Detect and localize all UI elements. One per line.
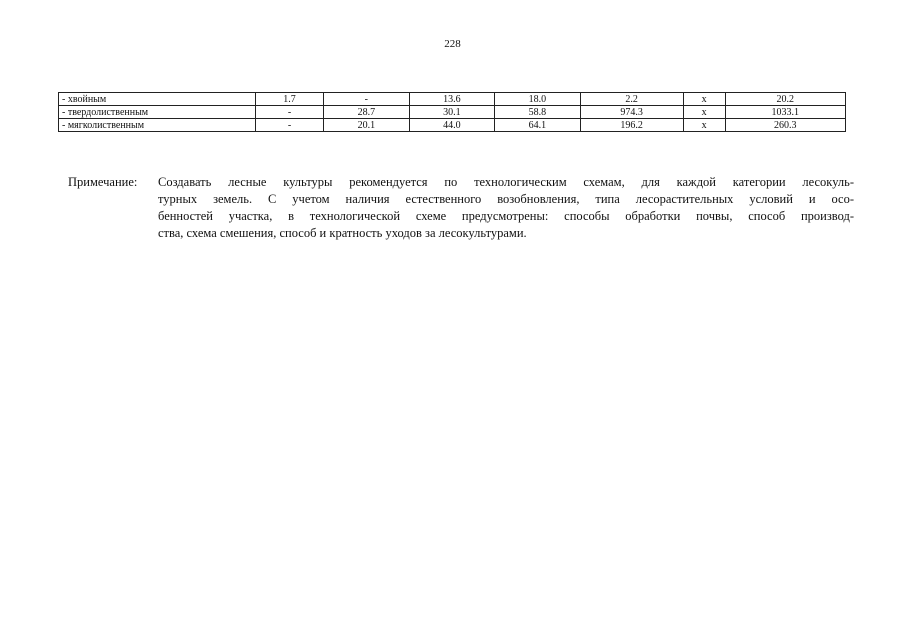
table-cell: 13.6 [409, 93, 495, 106]
table-cell: 18.0 [495, 93, 581, 106]
table-row [59, 93, 846, 106]
table-cell: 30.1 [409, 106, 495, 119]
table-cell: 260.3 [725, 119, 845, 132]
table-cell: 44.0 [409, 119, 495, 132]
table-cell: 1.7 [256, 93, 324, 106]
table-cell: 974.3 [580, 106, 683, 119]
table-body [59, 93, 846, 132]
note-line: турных земель. С учетом наличия естественного возобновления, типа лесорастительных условий и осо- [158, 192, 854, 206]
row-label: - хвойным [59, 93, 256, 106]
note-text [158, 174, 854, 242]
note-line: ства, схема смешения, способ и кратность уходов за лесокультурами. [158, 226, 527, 240]
table-row [59, 106, 846, 119]
data-table [58, 92, 846, 132]
note-line: бенностей участка, в технологической схеме предусмотрены: способы обработки почвы, способ производ- [158, 209, 854, 223]
table-cell: 64.1 [495, 119, 581, 132]
table-cell: 1033.1 [725, 106, 845, 119]
table-cell: 20.2 [725, 93, 845, 106]
table-cell: 196.2 [580, 119, 683, 132]
table-cell: - [324, 93, 410, 106]
table-cell: x [683, 93, 725, 106]
table-cell: 58.8 [495, 106, 581, 119]
note-line: Создавать лесные культуры рекомендуется по технологическим схемам, для каждой категории лесокуль- [158, 175, 854, 189]
table-cell: x [683, 106, 725, 119]
table-cell: - [256, 119, 324, 132]
note-block [68, 174, 854, 242]
row-label: - твердолиственным [59, 106, 256, 119]
page-number: 228 [444, 38, 461, 50]
table-cell: 20.1 [324, 119, 410, 132]
table-cell: - [256, 106, 324, 119]
table-cell: 28.7 [324, 106, 410, 119]
table-row [59, 119, 846, 132]
row-label: - мягколиственным [59, 119, 256, 132]
table-cell: x [683, 119, 725, 132]
table-cell: 2.2 [580, 93, 683, 106]
note-label: Примечание: [68, 175, 138, 189]
